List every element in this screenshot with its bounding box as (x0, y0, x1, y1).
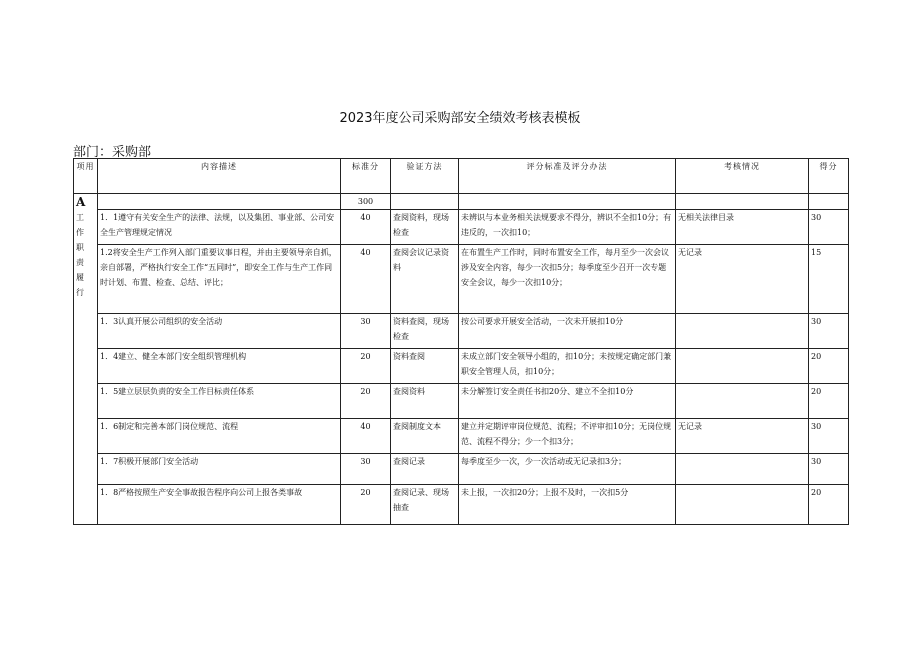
category-cell (74, 194, 98, 525)
header-score: 标准分 (341, 159, 391, 194)
row-result: 30 (809, 454, 849, 485)
row-content: 1．7积极开展部门安全活动 (98, 454, 341, 485)
table-row (74, 454, 849, 485)
table-row (74, 245, 849, 314)
row-result: 30 (809, 419, 849, 454)
row-content: 1．3认真开展公司组织的安全活动 (98, 314, 341, 349)
table-row (74, 349, 849, 384)
table-row (74, 210, 849, 245)
row-score: 30 (341, 314, 391, 349)
row-method: 查阅记录、现场抽查 (391, 485, 459, 525)
row-result: 30 (809, 314, 849, 349)
row-status: 无记录 (676, 245, 809, 314)
row-result: 30 (809, 210, 849, 245)
row-criteria: 每季度至少一次，少一次活动或无记录扣3分； (459, 454, 676, 485)
row-method: 查阅记录 (391, 454, 459, 485)
row-method: 查阅会议记录资料 (391, 245, 459, 314)
header-item: 项用 (74, 159, 98, 194)
row-criteria: 未辨识与本业务相关法规要求不得分，辨识不全扣10分；有违反的，一次扣10； (459, 210, 676, 245)
row-result: 20 (809, 384, 849, 419)
row-score: 40 (341, 245, 391, 314)
row-content: 1．5建立层层负责的安全工作目标责任体系 (98, 384, 341, 419)
table-row (74, 314, 849, 349)
row-criteria: 在布置生产工作时，同时布置安全工作，每月至少一次会议涉及安全内容，每少一次扣5分；每季度至少召开一次专题安全会议，每少一次扣10分； (459, 245, 676, 314)
total-score: 300 (341, 194, 391, 210)
row-content: 1．8严格按照生产安全事故报告程序向公司上报各类事故 (98, 485, 341, 525)
row-method: 查阅资料，现场检查 (391, 210, 459, 245)
row-score: 30 (341, 454, 391, 485)
row-status (676, 454, 809, 485)
row-content: 1．1遵守有关安全生产的法律、法规，以及集团、事业部、公司安全生产管理规定情况 (98, 210, 341, 245)
table-row (74, 485, 849, 525)
category-letter: A (76, 195, 86, 209)
row-result: 20 (809, 349, 849, 384)
page-title: 2023年度公司采购部安全绩效考核表模板 (339, 111, 581, 126)
row-score: 20 (341, 349, 391, 384)
row-criteria: 未成立部门安全领导小组的，扣10分；未按规定确定部门兼职安全管理人员，扣10分； (459, 349, 676, 384)
assessment-table (73, 158, 849, 525)
table-row (74, 419, 849, 454)
row-status (676, 384, 809, 419)
row-status (676, 349, 809, 384)
total-row (74, 194, 849, 210)
row-content: 1．6制定和完善本部门岗位规范、流程 (98, 419, 341, 454)
row-result: 20 (809, 485, 849, 525)
row-score: 20 (341, 485, 391, 525)
row-status (676, 314, 809, 349)
row-status: 无相关法律目录 (676, 210, 809, 245)
row-criteria: 按公司要求开展安全活动，一次未开展扣10分 (459, 314, 676, 349)
row-content: 1．4建立、健全本部门安全组织管理机构 (98, 349, 341, 384)
row-score: 40 (341, 210, 391, 245)
row-status: 无记录 (676, 419, 809, 454)
row-criteria: 未分解签订安全责任书扣20分、建立不全扣10分 (459, 384, 676, 419)
row-score: 40 (341, 419, 391, 454)
row-score: 20 (341, 384, 391, 419)
row-criteria: 建立并定期评审岗位规范、流程；不评审扣10分；无岗位规范、流程不得分；少一个扣3分； (459, 419, 676, 454)
row-criteria: 未上报，一次扣20分；上报不及时，一次扣5分 (459, 485, 676, 525)
row-result: 15 (809, 245, 849, 314)
header-row (74, 159, 849, 194)
table-row (74, 384, 849, 419)
header-criteria: 评分标准及评分办法 (459, 159, 676, 194)
header-method: 验证方法 (391, 159, 459, 194)
row-content: 1.2将安全生产工作列入部门重要议事日程，并由主要领导亲自抓，亲自部署，严格执行安全工作“五同时”，即安全工作与生产工作同时计划、布置、检查、总结、评比； (98, 245, 341, 314)
header-content: 内容描述 (98, 159, 341, 194)
header-result: 得分 (809, 159, 849, 194)
header-status: 考核情况 (676, 159, 809, 194)
row-method: 资料查阅 (391, 349, 459, 384)
row-method: 查阅资料 (391, 384, 459, 419)
row-method: 资料查阅，现场检查 (391, 314, 459, 349)
department-label: 部门：采购部 (73, 145, 152, 160)
row-method: 查阅制度文本 (391, 419, 459, 454)
category-name: 工作职责履行 (76, 213, 90, 297)
row-status (676, 485, 809, 525)
